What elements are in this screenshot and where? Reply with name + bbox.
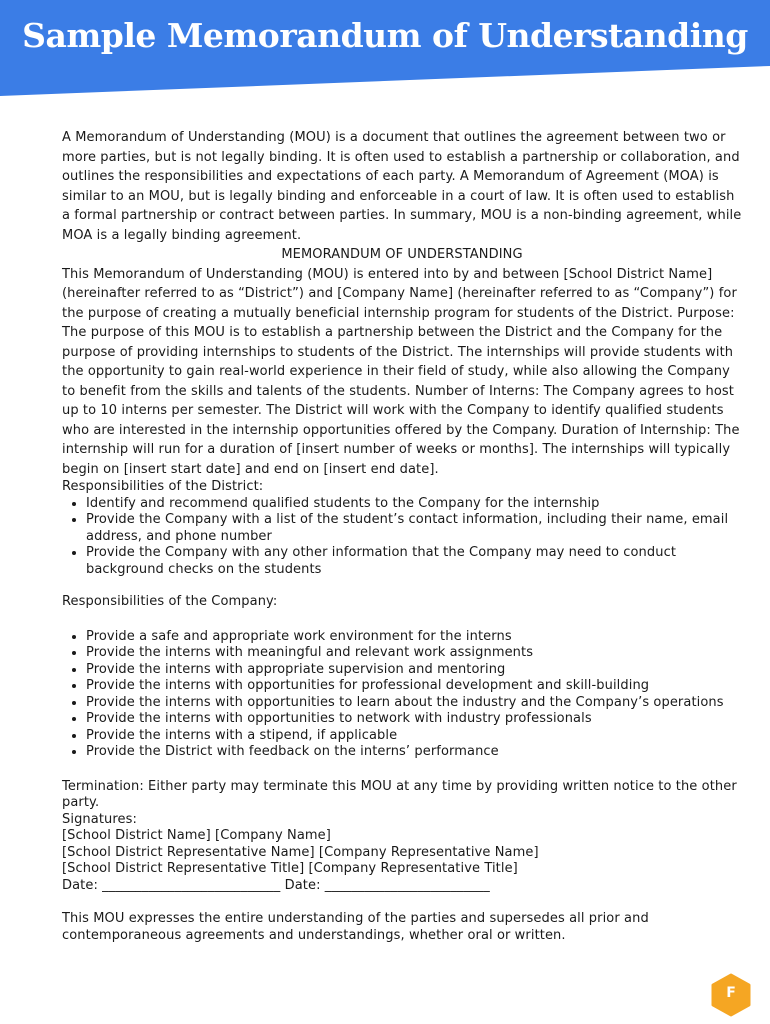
list-item: • Provide the interns with opportunities to learn about the industry and the Company’s operations	[86, 695, 742, 712]
signature-block	[62, 812, 742, 895]
list-item: • Provide the interns with appropriate supervision and mentoring	[86, 662, 742, 679]
date-line: Date: ___________________________ Date: _________________________	[62, 877, 490, 893]
list-item: • Identify and recommend qualified students to the Company for the internship	[86, 496, 742, 513]
list-item: • Provide the interns with a stipend, if applicable	[86, 728, 742, 745]
list-item: • Provide the Company with any other information that the Company may need to conduct background checks on the students	[86, 545, 742, 578]
list-item: • Provide the Company with a list of the student’s contact information, including their name, email address, and phone number	[86, 512, 742, 545]
signature-line: [School District Representative Title] [Company Representative Title]	[62, 861, 518, 876]
page-title: Sample Memorandum of Understanding	[22, 16, 748, 55]
district-responsibilities-list	[62, 496, 742, 579]
mou-heading: MEMORANDUM OF UNDERSTANDING	[281, 247, 523, 262]
company-responsibilities-list	[62, 629, 742, 761]
termination-paragraph: Termination: Either party may terminate this MOU at any time by providing written notice to the other party.	[62, 778, 737, 810]
signature-line: [School District Name] [Company Name]	[62, 828, 331, 843]
list-item: • Provide a safe and appropriate work environment for the interns	[86, 629, 742, 646]
badge-letter: F	[726, 985, 736, 1001]
list-item: • Provide the interns with opportunities for professional development and skill-building	[86, 678, 742, 695]
document-body	[62, 128, 742, 944]
mou-paragraph: This Memorandum of Understanding (MOU) is entered into by and between [School District Name] (hereinafter referred to as “District”) and [Company Name] (hereinafter referred to as “Company”) for the purpose of creating a mutually beneficial internship program for students of the District. Purpose: The purpose of this MOU is to establish a partnership between the District and the Company for the purpose of providing internships to students of the District. The internships will provide students with the opportunity to gain real-world experience in their field of study, while also allowing the Company to benefit from the skills and talents of the students. Number of Interns: The Company agrees to host up to 10 interns per semester. The District will work with the Company to identify qualified students who are interested in the internship opportunities offered by the Company. Duration of Internship: The internship will run for a duration of [insert number of weeks or months]. The internships will typically begin on [insert start date] and end on [insert end date].	[62, 266, 740, 477]
company-responsibilities-heading: Responsibilities of the Company:	[62, 594, 278, 609]
list-item: • Provide the interns with opportunities to network with industry professionals	[86, 711, 742, 728]
list-item: • Provide the District with feedback on the interns’ performance	[86, 744, 742, 761]
closing-paragraph: This MOU expresses the entire understanding of the parties and supersedes all prior and contemporaneous agreements and understandings, whether oral or written.	[62, 911, 649, 943]
brand-badge-icon[interactable]	[710, 973, 752, 1017]
list-item: • Provide the interns with meaningful and relevant work assignments	[86, 645, 742, 662]
signature-line: [School District Representative Name] [Company Representative Name]	[62, 844, 539, 860]
intro-paragraph: A Memorandum of Understanding (MOU) is a document that outlines the agreement between two or more parties, but is not legally binding. It is often used to establish a partnership or collaboration, and outlines the responsibilities and expectations of each party. A Memorandum of Agreement (MOA) is similar to an MOU, but is legally binding and enforceable in a court of law. It is often used to establish a formal partnership or contract between parties. In summary, MOU is a non-binding agreement, while MOA is a legally binding agreement.	[62, 130, 742, 243]
district-responsibilities-heading: Responsibilities of the District:	[62, 479, 264, 494]
header-band	[0, 0, 770, 96]
signatures-heading: Signatures:	[62, 811, 137, 827]
